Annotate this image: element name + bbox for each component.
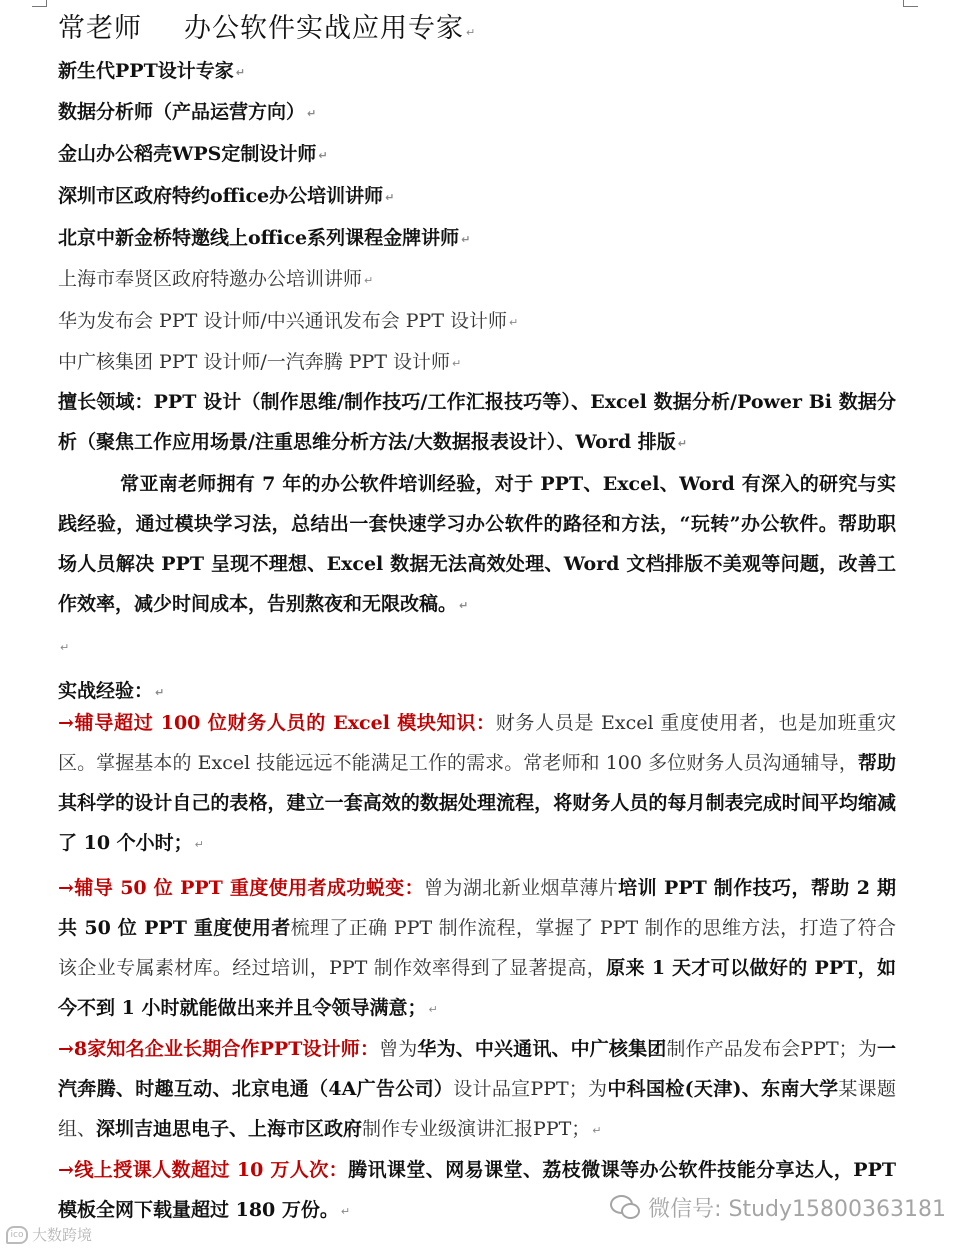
expertise-paragraph: 擅长领域：PPT 设计（制作思维/制作技巧/工作汇报技巧等）、Excel 数据分析/Power Bi 数据分析（聚焦工作应用场景/注重思维分析方法/大数据报表设计）、Word 排版 ↵ bbox=[58, 391, 896, 453]
title-line: 金山办公稻壳WPS定制设计师 ↵ bbox=[58, 143, 328, 165]
title-line: 上海市奉贤区政府特邀办公培训讲师 ↵ bbox=[58, 268, 374, 290]
intro-paragraph: 常亚南老师拥有 7 年的办公软件培训经验，对于 PPT、Excel、Word 有深入的研究与实践经验，通过模块学习法，总结出一套快速学习办公软件的路径和方法，“玩转”办公软件。帮助职场人员解决 PPT 呈现不理想、Excel 数据无法高效处理、Word 文档排版不美观等问题，改善工作效率，减少时间成本，告别熬夜和无限改稿。 ↵ bbox=[58, 473, 896, 615]
title-line: 深圳市区政府特约office办公培训讲师 ↵ bbox=[58, 185, 395, 207]
experience-item: →辅导 50 位 PPT 重度使用者成功蜕变：曾为湖北新业烟草薄片培训 PPT 制作技巧，帮助 2 期共 50 位 PPT 重度使用者梳理了正确 PPT 制作流程，掌握了 PPT 制作的思维方法，打造了符合该企业专属素材库。经过培训，PPT 制作效率得到了显著提高，原来 1 天才可以做好的 PPT，如今不到 1 小时就能做出来并且令领导满意； ↵ bbox=[58, 877, 896, 1019]
margin-corner-left bbox=[32, 0, 47, 7]
experience-heading: 实战经验： ↵ bbox=[58, 680, 165, 702]
title-line: 华为发布会 PPT 设计师/中兴通讯发布会 PPT 设计师 ↵ bbox=[58, 310, 519, 332]
title-line: 新生代PPT设计专家 ↵ bbox=[58, 60, 245, 82]
chat-bubble-icon: ico bbox=[6, 1226, 28, 1244]
title-line: 数据分析师（产品运营方向） ↵ bbox=[58, 101, 317, 123]
brand-text: 大数跨境 bbox=[32, 1226, 93, 1244]
empty-paragraph: ↵ bbox=[60, 641, 70, 654]
brand-watermark bbox=[6, 1224, 92, 1245]
title-line: 北京中新金桥特邀线上office系列课程金牌讲师 ↵ bbox=[58, 227, 471, 249]
margin-corner-right bbox=[903, 0, 918, 7]
page-title: 常老师 办公软件实战应用专家 ↵ bbox=[58, 13, 477, 44]
teacher-name: 常老师 bbox=[58, 13, 142, 44]
experience-item: →辅导超过 100 位财务人员的 Excel 模块知识：财务人员是 Excel 重度使用者，也是加班重灾区。掌握基本的 Excel 技能远远不能满足工作的需求。常老师和 100 多位财务人员沟通辅导，帮助其科学的设计自己的表格，建立一套高效的数据处理流程，将财务人员的每月制表完成时间平均缩减了 10 个小时； ↵ bbox=[58, 712, 896, 854]
title-line: 中广核集团 PPT 设计师/一汽奔腾 PPT 设计师 ↵ bbox=[58, 351, 462, 373]
wechat-watermark bbox=[610, 1192, 946, 1223]
teacher-title: 办公软件实战应用专家 bbox=[184, 13, 464, 44]
experience-item: →8家知名企业长期合作PPT设计师：曾为华为、中兴通讯、中广核集团制作产品发布会PPT；为一汽奔腾、时趣互动、北京电通（4A广告公司）设计品宣PPT；为中科国检(天津)、东南大学某课题组、深圳吉迪思电子、上海市区政府制作专业级演讲汇报PPT； ↵ bbox=[58, 1038, 896, 1140]
experience-item: →线上授课人数超过 10 万人次：腾讯课堂、网易课堂、荔枝微课等办公软件技能分享达人，PPT 模板全网下载量超过 180 万份。 ↵ bbox=[58, 1159, 896, 1221]
wechat-icon bbox=[610, 1195, 640, 1221]
watermark-text: 微信号: Study15800363181 bbox=[648, 1197, 946, 1222]
